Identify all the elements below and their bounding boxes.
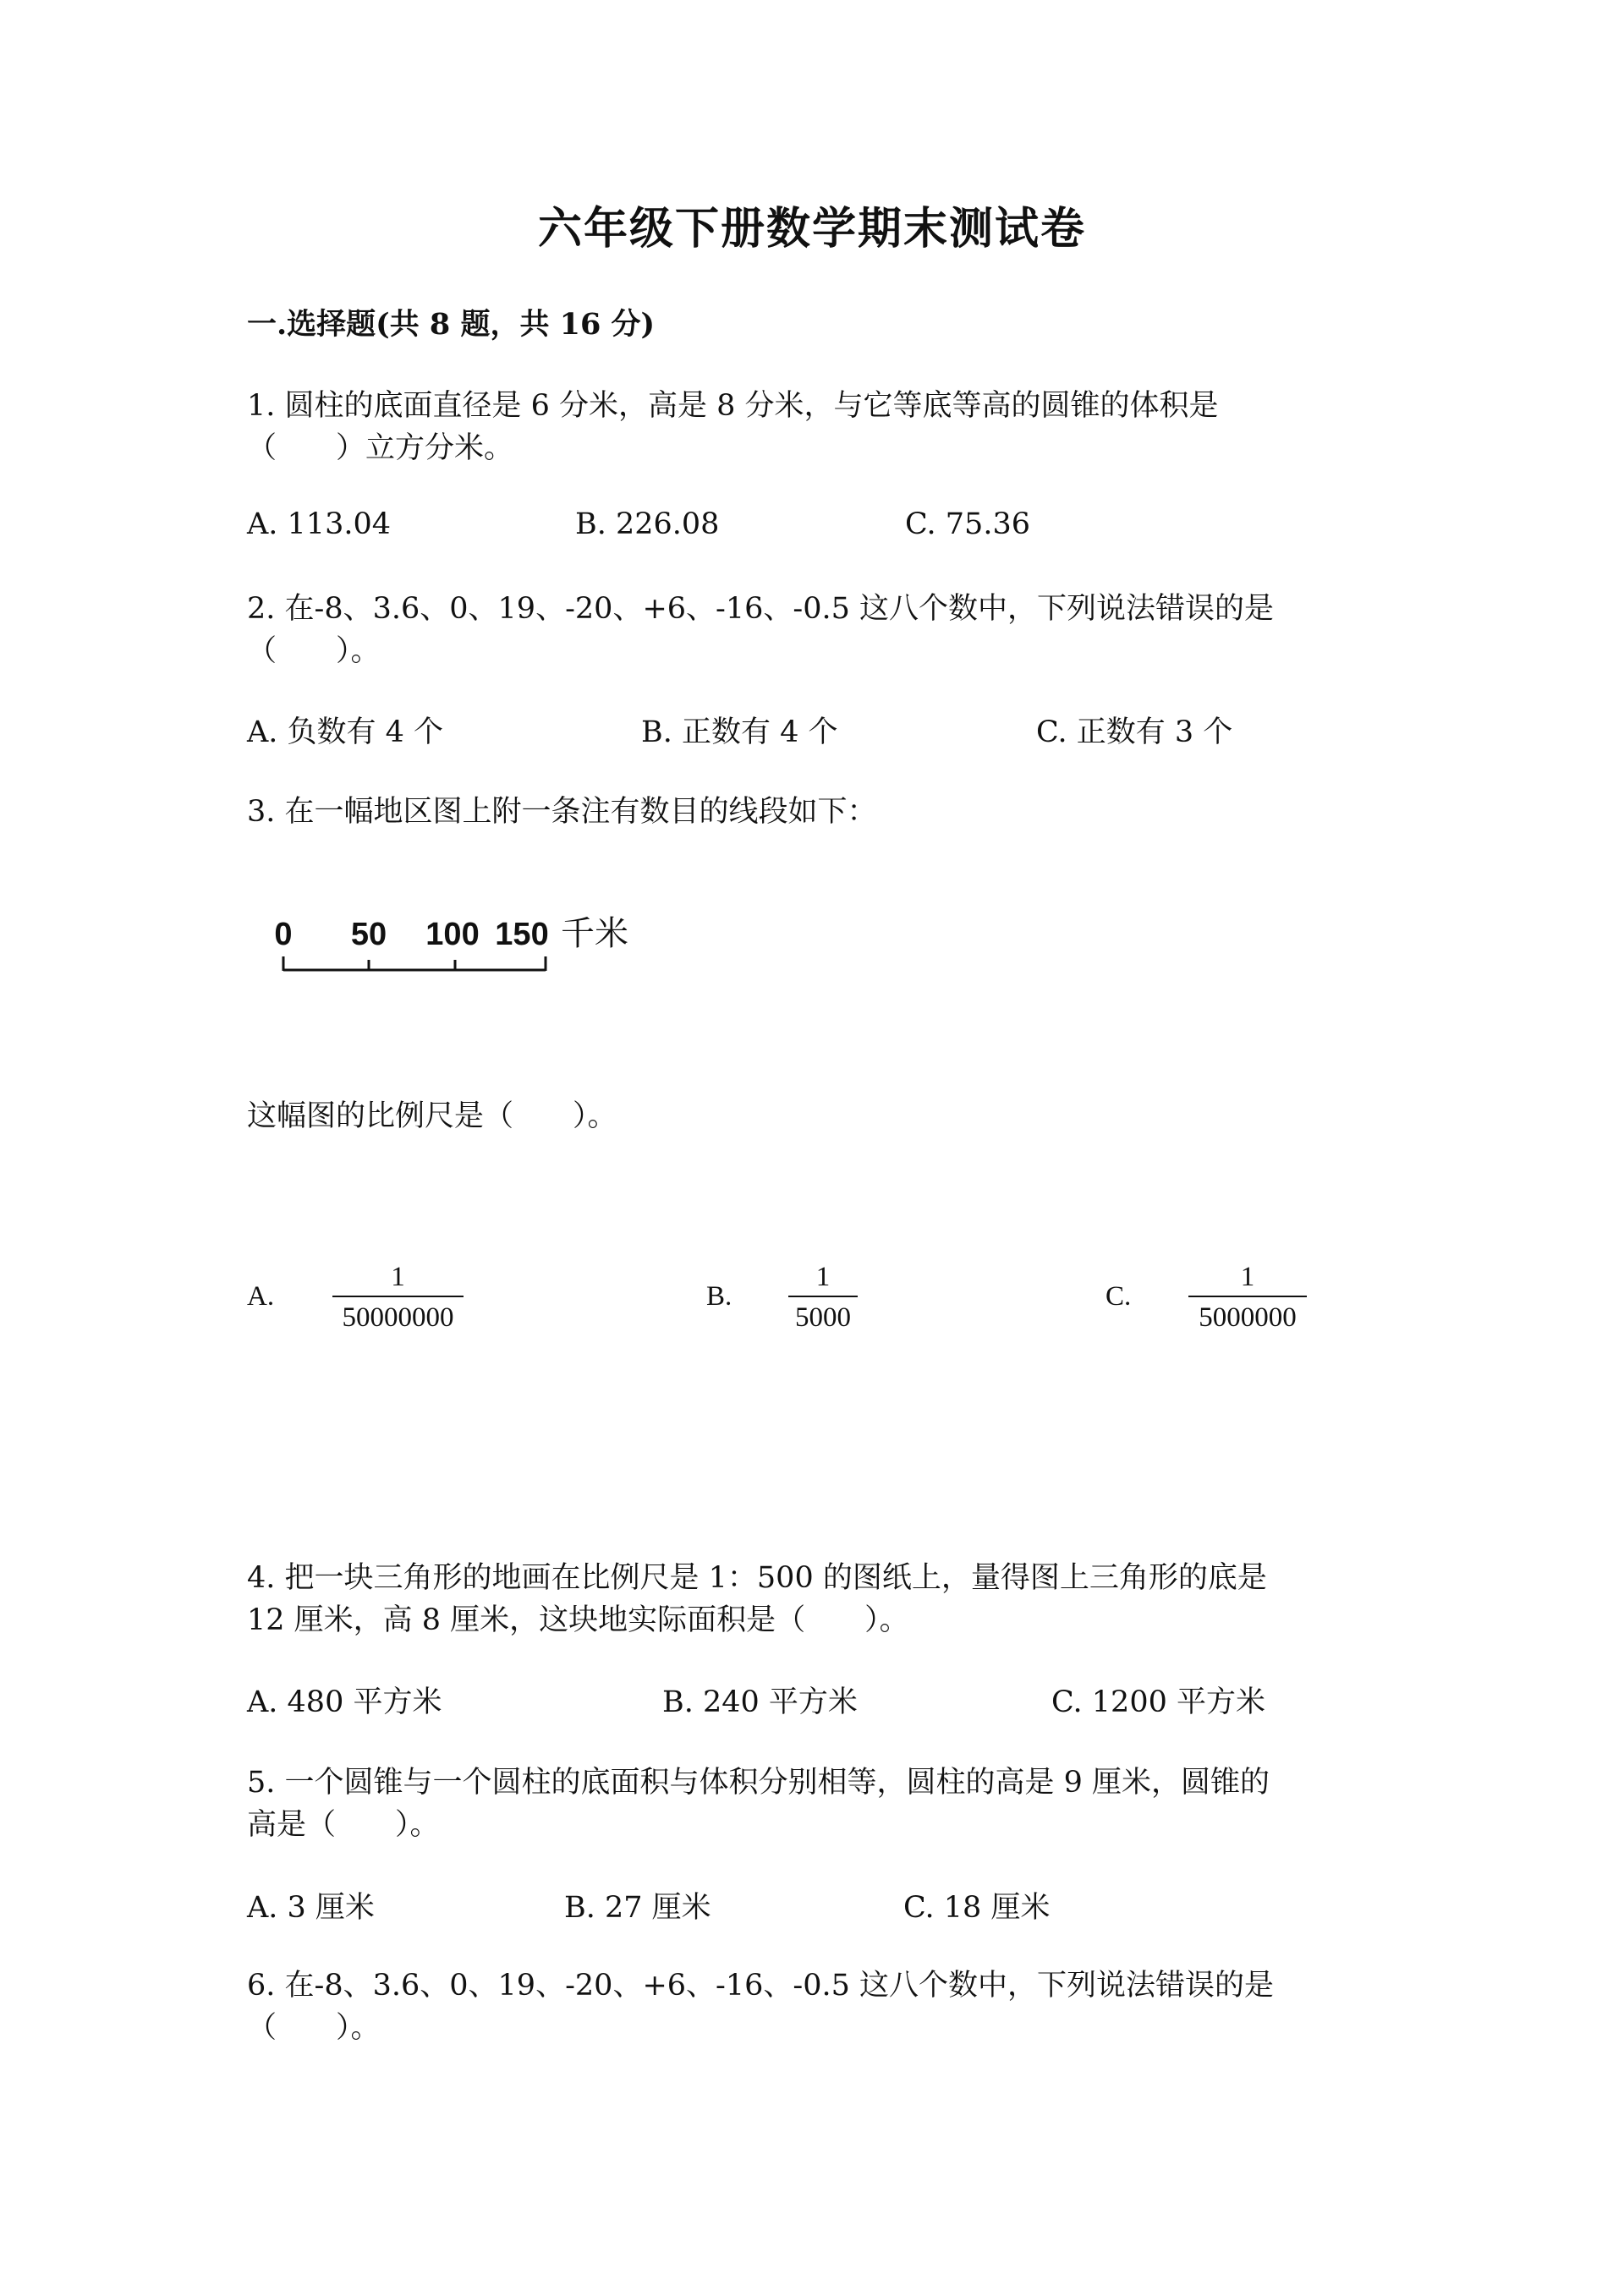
fraction-denominator: 5000000 — [1199, 1302, 1297, 1333]
question-4-option-b: B. 240 平方米 — [662, 1685, 858, 1719]
scale-label-150: 150 — [495, 917, 549, 952]
fraction-denominator: 50000000 — [342, 1302, 454, 1333]
scale-bar-figure — [266, 909, 672, 994]
fraction-denominator: 5000 — [795, 1302, 851, 1333]
section-heading: 一.选择题(共 8 题，共 16 分) — [247, 307, 656, 342]
question-5-option-b: B. 27 厘米 — [564, 1891, 711, 1925]
question-5-text-cont: 高是（ ）。 — [247, 1808, 440, 1842]
question-4-option-c: C. 1200 平方米 — [1051, 1685, 1265, 1719]
question-6-text: 6. 在-8、3.6、0、19、-20、+6、-16、-0.5 这八个数中，下列说法错误的是 — [247, 1969, 1275, 2003]
question-3-option-c-letter: C. — [1106, 1281, 1132, 1312]
fraction-bar — [1188, 1296, 1307, 1297]
question-5-option-a: A. 3 厘米 — [247, 1891, 375, 1925]
question-1-option-b: B. 226.08 — [575, 507, 720, 541]
fraction-numerator: 1 — [815, 1262, 831, 1292]
question-4-option-a: A. 480 平方米 — [247, 1685, 442, 1719]
fraction-numerator: 1 — [391, 1262, 405, 1292]
question-5-option-c: C. 18 厘米 — [903, 1891, 1051, 1925]
question-5-text: 5. 一个圆锥与一个圆柱的底面积与体积分别相等，圆柱的高是 9 厘米，圆锥的 — [247, 1766, 1270, 1800]
fraction-bar — [788, 1296, 858, 1297]
question-3-option-a-fraction — [332, 1260, 464, 1334]
question-1-option-c: C. 75.36 — [905, 507, 1030, 541]
question-6-text-cont: （ ）。 — [247, 2011, 381, 2045]
scale-bar-svg — [266, 909, 672, 994]
page-title: 六年级下册数学期末测试卷 — [537, 203, 1086, 255]
scale-label-50: 50 — [350, 917, 387, 952]
question-3-text: 3. 在一幅地区图上附一条注有数目的线段如下： — [247, 795, 877, 829]
question-1-option-a: A. 113.04 — [247, 507, 391, 541]
scale-label-100: 100 — [425, 917, 480, 952]
question-3-option-b-letter: B. — [706, 1281, 732, 1312]
fraction-bar — [332, 1296, 464, 1297]
question-1-text: 1. 圆柱的底面直径是 6 分米，高是 8 分米，与它等底等高的圆锥的体积是 — [247, 389, 1219, 423]
question-4-text-cont: 12 厘米，高 8 厘米，这块地实际面积是（ ）。 — [247, 1603, 909, 1637]
question-2-text: 2. 在-8、3.6、0、19、-20、+6、-16、-0.5 这八个数中，下列说法错误的是 — [247, 592, 1275, 626]
question-4-text: 4. 把一块三角形的地画在比例尺是 1：500 的图纸上，量得图上三角形的底是 — [247, 1561, 1267, 1595]
question-2-option-c: C. 正数有 3 个 — [1036, 715, 1233, 749]
scale-unit: 千米 — [561, 914, 628, 953]
question-2-option-a: A. 负数有 4 个 — [247, 715, 444, 749]
question-3-option-c-fraction — [1188, 1260, 1307, 1334]
scale-label-0: 0 — [274, 917, 293, 952]
question-2-option-b: B. 正数有 4 个 — [641, 715, 838, 749]
question-3-option-a-letter: A. — [247, 1281, 275, 1312]
question-3-option-b-fraction — [788, 1260, 858, 1334]
question-3-prompt: 这幅图的比例尺是（ ）。 — [247, 1099, 617, 1133]
question-1-text-cont: （ ）立方分米。 — [247, 431, 514, 465]
fraction-numerator: 1 — [1240, 1262, 1255, 1292]
question-2-text-cont: （ ）。 — [247, 634, 381, 668]
